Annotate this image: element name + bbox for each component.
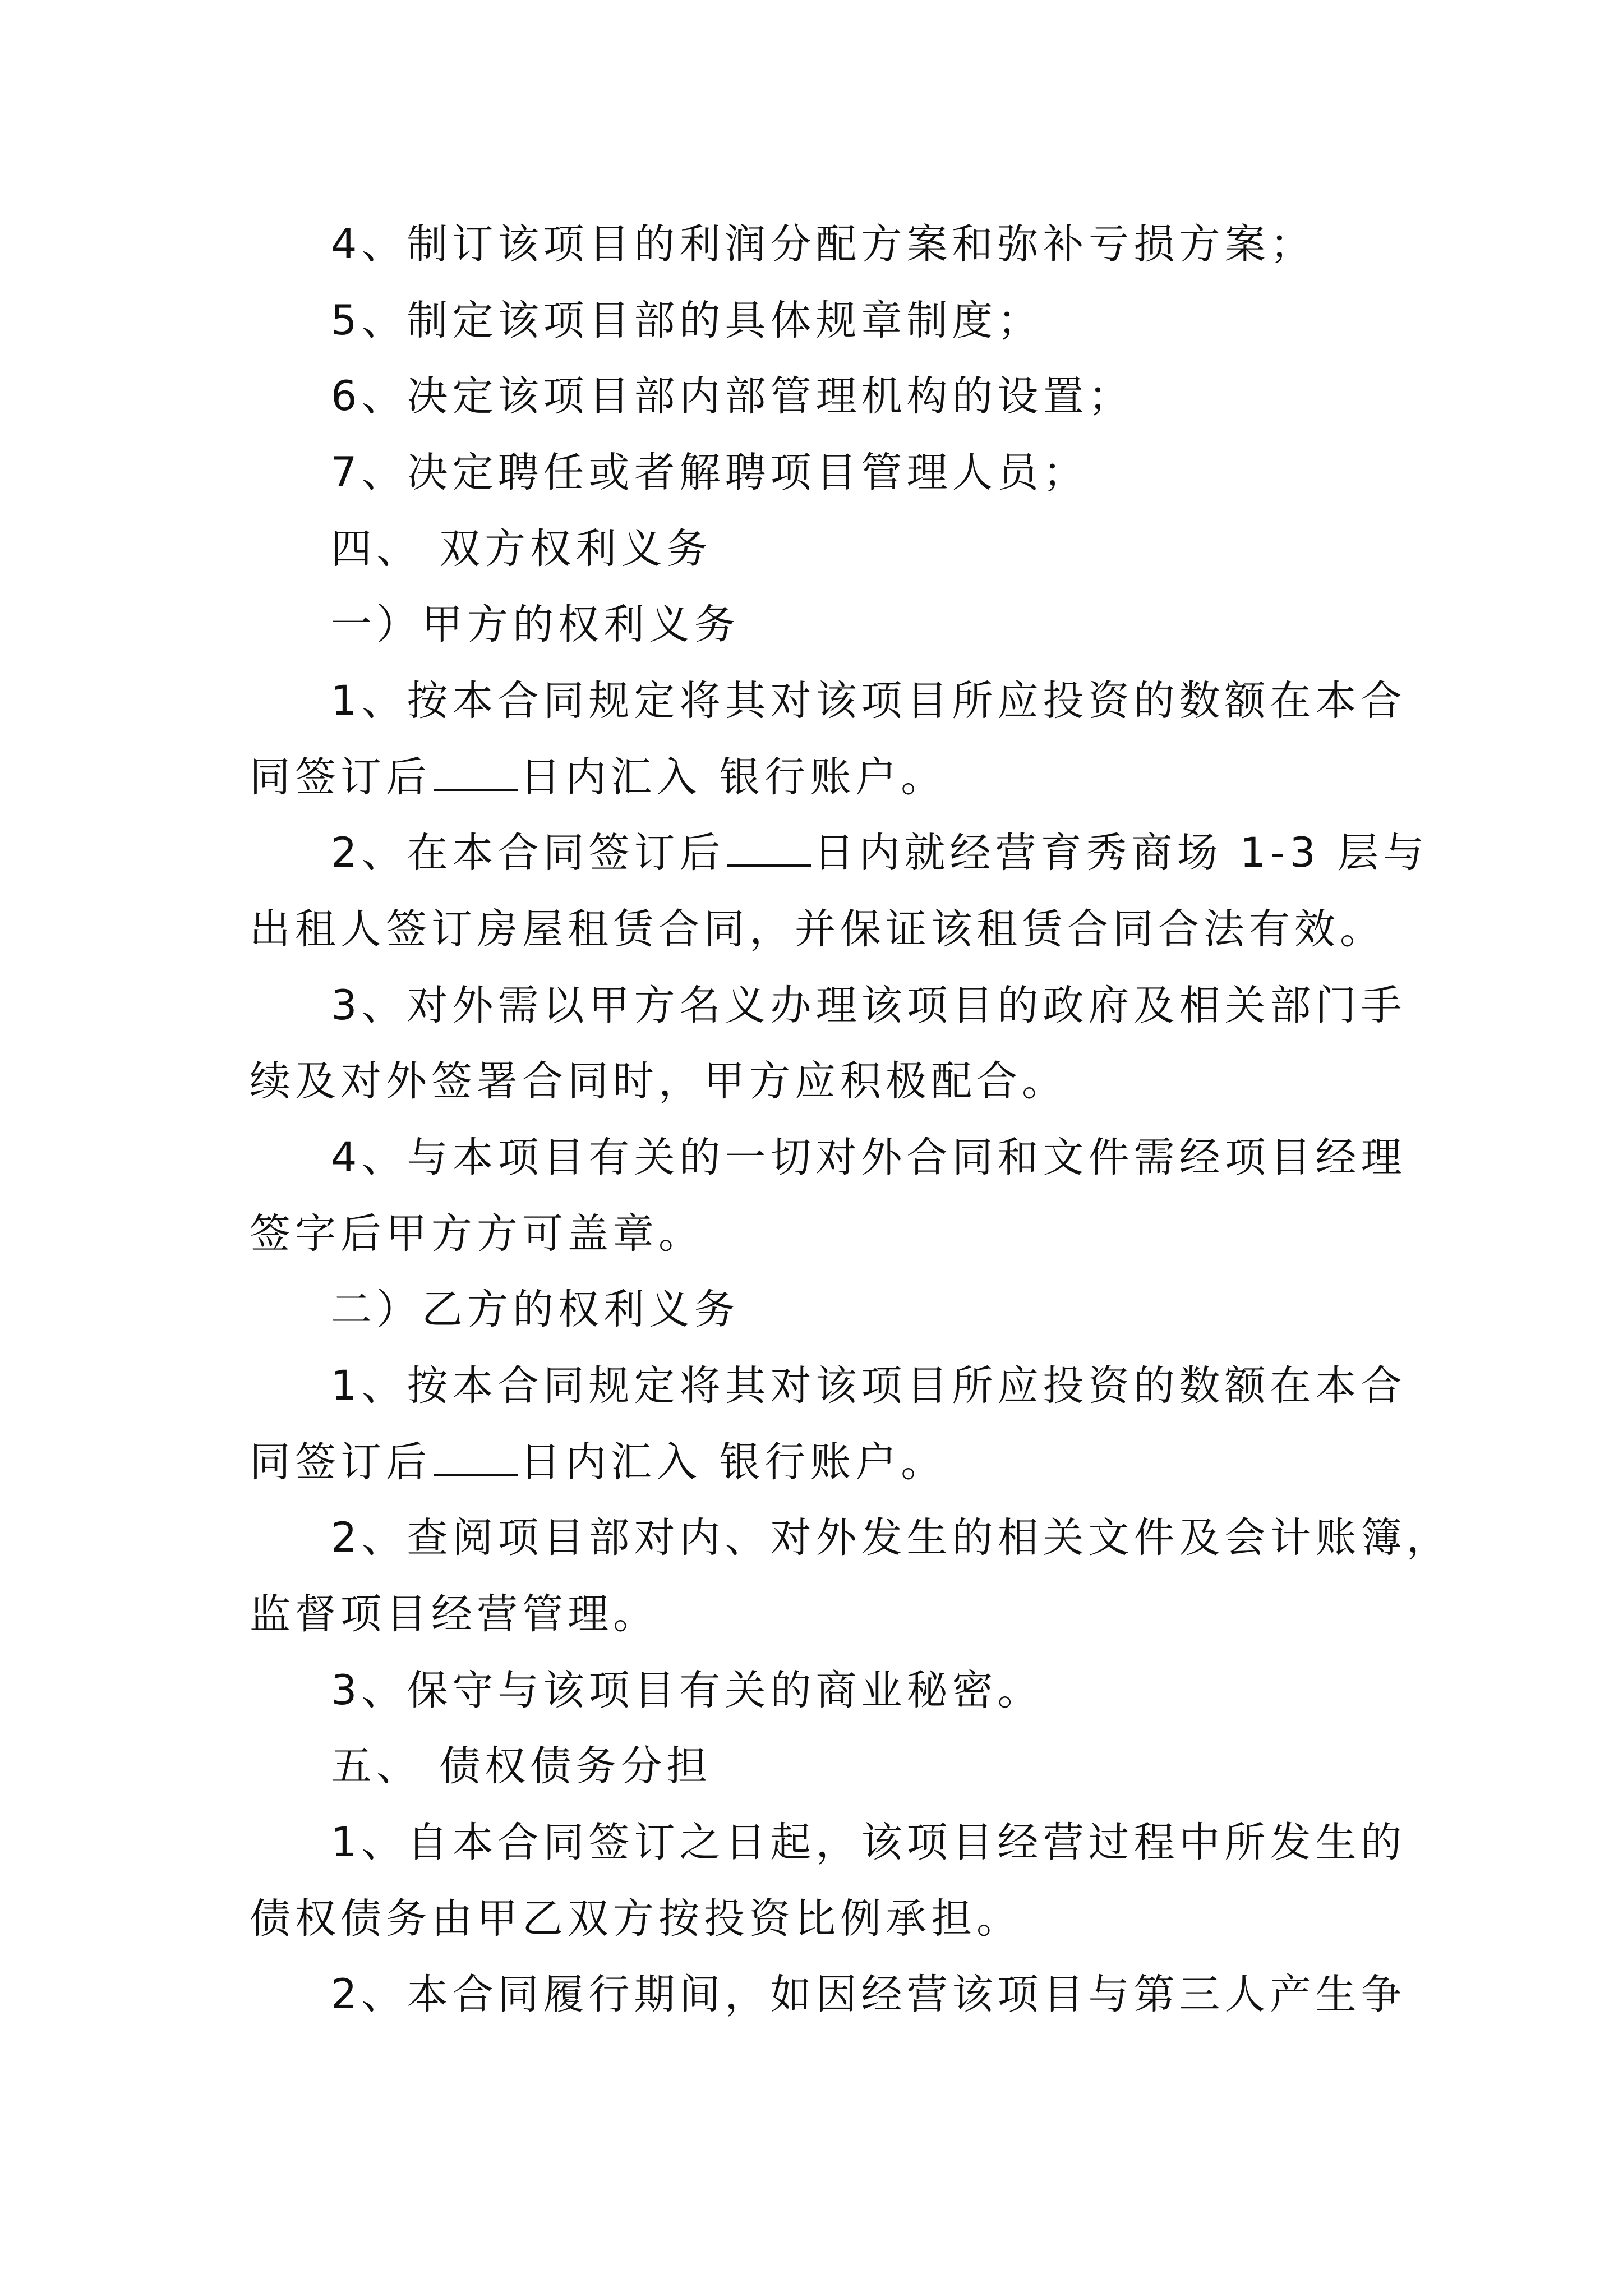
fill-in-blank: [727, 829, 811, 867]
section-heading: [331, 1738, 1396, 1795]
text-span: 1、按本合同规定将其对该项目所应投资的数额在本合: [331, 1362, 1407, 1410]
text-line: [250, 1586, 1394, 1642]
text-line: [250, 1891, 1394, 1947]
text-line: [331, 217, 1396, 273]
text-span: 1、自本合同签订之日起，该项目经营过程中所发生的: [331, 1819, 1407, 1866]
text-span: 1、按本合同规定将其对该项目所应投资的数额在本合: [331, 677, 1407, 725]
text-span: 4、与本项目有关的一切对外合同和文件需经项目经理: [331, 1134, 1407, 1181]
text-span: 2、查阅项目部对内、对外发生的相关文件及会计账簿，: [331, 1514, 1452, 1562]
text-span: 2、本合同履行期间，如因经营该项目与第三人产生争: [331, 1971, 1407, 2018]
text-span: 出租人签订房屋租赁合同，并保证该租赁合同合法有效。: [250, 905, 1385, 953]
subsection-heading: [331, 597, 1396, 653]
text-span: 监督项目经营管理。: [250, 1590, 658, 1638]
text-line: [331, 825, 1429, 881]
fill-in-blank: [434, 753, 518, 791]
text-line: [250, 749, 1394, 806]
text-line: [250, 1206, 1394, 1262]
text-span: 续及对外签署合同时，甲方应积极配合。: [250, 1057, 1067, 1105]
text-span: 2、在本合同签订后: [331, 829, 725, 877]
text-span: 5、制定该项目部的具体规章制度；: [331, 297, 1043, 344]
text-span: 一）甲方的权利义务: [331, 601, 740, 648]
text-span: 3、对外需以甲方名义办理该项目的政府及相关部门手: [331, 982, 1407, 1029]
text-line: [331, 293, 1396, 349]
text-line: [250, 1053, 1394, 1110]
text-span: 7、决定聘任或者解聘项目管理人员；: [331, 449, 1089, 496]
text-span: 日内就经营育秀商场 1-3 层与: [813, 829, 1429, 877]
text-line: [250, 901, 1394, 958]
text-span: 四、 双方权利义务: [331, 525, 712, 573]
section-heading: [331, 521, 1396, 577]
text-line: [331, 978, 1407, 1034]
text-line: [250, 1434, 1394, 1490]
fill-in-blank: [434, 1438, 518, 1476]
text-line: [331, 1663, 1396, 1719]
text-span: 同签订后: [250, 1438, 431, 1486]
text-line: [331, 369, 1396, 425]
text-line: [331, 1815, 1407, 1871]
text-span: 日内汇入 银行账户。: [520, 753, 947, 801]
text-line: [331, 1358, 1407, 1414]
text-span: 同签订后: [250, 753, 431, 801]
text-line: [331, 673, 1407, 729]
text-line: [331, 1130, 1407, 1186]
text-span: 五、 债权债务分担: [331, 1742, 712, 1790]
text-span: 6、决定该项目部内部管理机构的设置；: [331, 372, 1134, 420]
text-span: 日内汇入 银行账户。: [520, 1438, 947, 1486]
text-span: 债权债务由甲乙双方按投资比例承担。: [250, 1895, 1022, 1943]
text-line: [331, 1510, 1452, 1566]
text-span: 签字后甲方方可盖章。: [250, 1210, 704, 1258]
text-line: [331, 1967, 1407, 2023]
subsection-heading: [331, 1282, 1396, 1338]
text-span: 3、保守与该项目有关的商业秘密。: [331, 1667, 1043, 1714]
text-span: 4、制订该项目的利润分配方案和弥补亏损方案；: [331, 220, 1316, 268]
text-line: [331, 445, 1396, 501]
text-span: 二）乙方的权利义务: [331, 1286, 740, 1333]
